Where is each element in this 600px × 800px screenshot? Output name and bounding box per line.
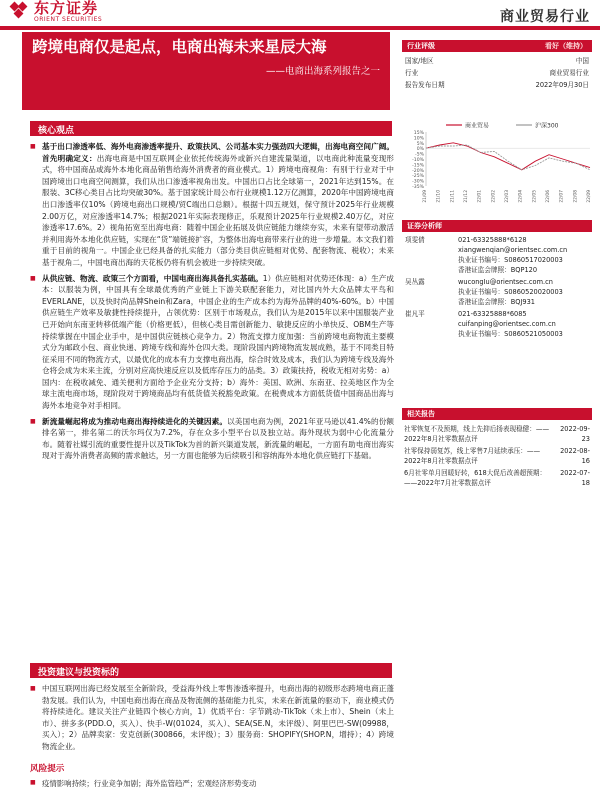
y-tick-label: -20% — [412, 168, 424, 174]
p2-lead: 从供应链、物流、政策三个方面看，中国电商出海具备扎实基础。 — [42, 273, 263, 283]
p3-lead: 新流量崛起将成为推动电商出海持续进化的关键因素。 — [42, 416, 228, 426]
industry-tag: 商业贸易行业 — [500, 9, 590, 25]
series-line — [426, 145, 590, 170]
rating-val: 中国 — [575, 57, 589, 65]
x-tick-label: 22/04 — [518, 190, 524, 203]
risk-bullet-icon: ■ — [30, 779, 36, 786]
analyst-detail-line: 021-63325888*6128 — [458, 236, 527, 244]
rating-table — [402, 55, 592, 91]
x-tick-label: 22/01 — [477, 190, 483, 203]
rating-row — [402, 55, 592, 67]
related-report-title[interactable]: 社零保持弱复苏，线上零售7月延续承压：——2022年8月社零数据点评 — [404, 447, 541, 465]
related-report-item[interactable] — [402, 468, 592, 488]
invest-section-body — [30, 683, 394, 757]
x-tick-label: 22/02 — [491, 190, 497, 203]
x-tick-label: 21/11 — [450, 190, 456, 203]
related-label: 相关报告 — [407, 410, 435, 418]
analyst-entry — [402, 235, 592, 275]
x-tick-label: 22/06 — [546, 190, 551, 203]
analyst-detail-line: 021-63325888*6085 — [458, 310, 527, 318]
logo-cn: 东方证券 — [34, 0, 99, 17]
y-tick-label: -10% — [412, 158, 424, 163]
rating-panel — [402, 40, 592, 91]
rating-label: 行业评级 — [407, 42, 435, 50]
analyst-detail-line: xiangwenqian@orientsec.com.cn — [458, 246, 568, 254]
rating-value: 看好（维持） — [545, 42, 587, 50]
x-tick-label: 21/09 — [423, 190, 428, 203]
y-tick-label: -25% — [412, 174, 424, 180]
x-tick-label: 22/08 — [573, 190, 579, 203]
x-tick-label: 21/12 — [464, 190, 469, 203]
analyst-entry — [402, 277, 592, 307]
related-report-date: 2022-08-16 — [560, 447, 590, 465]
y-tick-label: -15% — [412, 163, 424, 169]
analyst-name: 吴丛露 — [405, 278, 425, 286]
rating-row — [402, 79, 592, 91]
core-section-header: 核心观点 — [30, 121, 392, 136]
y-tick-label: 0% — [416, 147, 424, 153]
rating-val: 商业贸易行业 — [549, 69, 589, 77]
p2-body: 1）供应链相对优势还体现：a）生产成本：以服装为例，中国具有全球最优秀的产业链上下游关联配套能力，对比国内外大众品牌太平鸟和EVERLANE，以及快时尚品牌Shein和Zara，中国企业的生产成本约为海外品牌的40%-60%。b）中国供应链生产效率及敏捷性持续提升，占领优势：区别于市场观点，我们认为是2015年以来中国服装产业已开始向东南亚转移低端产能（价格更低），但核心类目需创新能力、敏捷反应的小单快反、OBM生产等持续掌握在中国企业手中，是中国供应链核心竞争力。2）物流支撑力度加强：当前跨境电商物流主要模式分为邮政小包、商业快递、跨境专线和海外仓四大类。现阶段国内跨境物流发展成熟，基于不同类目特征采用不同的物流方式，以最优化的成本有力支撑电商出海，综合时效及成本，我们认为跨境专线及海外仓将会成为未来主流，分别对应高快速反应以及低库存压力的品类。3）政策扶持，税收无相对劣势：a）国内：在税收减免、通关便利方面给予企业充分支持；b）海外：美国、欧洲、东南亚、拉美地区作为全球主流电商市场，现阶段对于跨境商品均有低货值关税豁免政策。在税费成本方面低货值中国商品出海与海外本地竞争对手相同。 — [42, 273, 394, 411]
x-tick-label: 22/09 — [587, 190, 592, 203]
rating-key: 国家/地区 — [405, 57, 434, 65]
core-paragraph-3 — [30, 416, 394, 462]
legend-label: 商业贸易 — [465, 122, 490, 130]
analyst-detail-line: 执业证书编号：S0860520020003 — [458, 288, 563, 296]
related-report-title[interactable]: 6月社零单月回暖好转，618大促后改善超预期：——2022年7月社零数据点评 — [404, 469, 547, 487]
y-tick-label: -30% — [412, 179, 424, 185]
analyst-details — [458, 235, 592, 275]
report-title: 跨境电商仅是起点，电商出海未来星辰大海 — [32, 38, 327, 56]
analyst-entry — [402, 309, 592, 339]
p3-body: 以美国电商为例，2021年亚马逊以41.4%的份额排名第一，排名第二的沃尔玛仅为7.2%，存在众多小型平台以及独立站。海外现状为弱中心化流量分布。随着社媒引流的重要性提升以及TikTok为首的新兴渠道发展，新流量的崛起，一方面有助电商出海实现对于海外消费者高频的需求触达，另一方面也能够为后续吸引和容纳海外本地化供应链打下基础。 — [42, 416, 394, 461]
related-bar — [402, 408, 592, 420]
rating-key: 行业 — [405, 69, 419, 77]
analyst-details — [458, 277, 592, 307]
analyst-detail-line: 香港证监会牌照：BQP120 — [458, 266, 538, 274]
y-tick-label: -5% — [415, 152, 424, 158]
analyst-name: 崔凡平 — [405, 310, 425, 318]
related-report-item[interactable] — [402, 424, 592, 444]
analyst-name: 项雯倩 — [405, 236, 425, 244]
legend-label: 沪深300 — [535, 122, 559, 130]
core-section-body — [30, 141, 394, 466]
y-tick-label: -35% — [412, 185, 424, 190]
analyst-bar — [402, 220, 592, 232]
rating-bar — [402, 40, 592, 52]
y-tick-label: 10% — [413, 136, 424, 142]
related-report-date: 2022-07-18 — [560, 469, 590, 487]
orient-logo — [8, 0, 102, 26]
analyst-details — [458, 309, 592, 339]
x-tick-label: 22/07 — [559, 190, 565, 203]
invest-section-header: 投资建议与投资标的 — [30, 663, 392, 678]
p1-lead: 基于出口渗透率低、海外电商渗透率提升、政策扶风、公司基本实力强劲四大逻辑，出海电商空间广阔。 — [42, 142, 394, 151]
related-report-item[interactable] — [402, 446, 592, 466]
series-line — [426, 143, 590, 170]
y-tick-label: 5% — [416, 141, 424, 147]
performance-chart-svg — [402, 120, 592, 205]
rating-val: 2022年09月30日 — [535, 81, 589, 89]
analyst-detail-line: 执业证书编号：S0860517020003 — [458, 256, 563, 264]
core-paragraph-1 — [30, 141, 394, 269]
logo-mark-icon — [8, 0, 30, 18]
analyst-label: 证券分析师 — [407, 222, 442, 230]
related-report-date: 2022-09-23 — [560, 425, 590, 443]
related-panel — [402, 408, 592, 490]
report-series: ——电商出海系列报告之一 — [265, 66, 380, 77]
related-list — [402, 424, 592, 488]
rating-key: 报告发布日期 — [405, 81, 445, 89]
performance-chart — [402, 120, 592, 205]
x-tick-label: 22/03 — [505, 190, 510, 203]
risk-title: 风险提示 — [30, 764, 65, 774]
p1-def: 首先明确定义： — [42, 153, 97, 163]
risk-text: 疫情影响持续；行业竞争加剧；海外监管趋严；宏观经济形势变动 — [42, 779, 257, 788]
related-report-title[interactable]: 社零恢复不及预期，线上先抑后扬表现稳健：——2022年8月社零数据点评 — [404, 425, 550, 443]
title-box — [22, 32, 390, 110]
x-tick-label: 22/05 — [532, 190, 538, 203]
x-tick-label: 21/10 — [436, 190, 442, 203]
analyst-detail-line: 香港证监会牌照：BQJ931 — [458, 298, 535, 306]
invest-paragraph: ■ 中国互联网出海已经发展至全新阶段，受益海外线上零售渗透率提升，电商出海的初级形态跨境电商正蓬勃发展。我们认为，中国电商出海在商品及物流侧的基础能力扎实，未来在新流量的驱动下，商业模式仍将持续进化。建议关注产业链四个核心方向，1）优质平台：字节跳动-TikTok（未上市）、Shein（未上市）、拼多多(PDD.O，买入）、快手-W(01024，买入）、SEA(SE.N，未评级）、阿里巴巴-SW(09988，买入）；2）品牌卖家：安克创新(300866，未评级）；3）服务商：SHOPIFY(SHOP.N，增持）；4）跨境物流企业。 — [30, 683, 394, 753]
analyst-detail-line: cuifanping@orientsec.com.cn — [458, 320, 556, 328]
rating-row — [402, 67, 592, 79]
top-rule — [0, 26, 600, 30]
analyst-detail-line: wucongIu@orientsec.com.cn — [458, 278, 553, 286]
analyst-list — [402, 235, 592, 339]
p1-body: 出海电商是中国互联网企业依托传统海外或新兴自建流量渠道，以电商此种流量变现形式，将中国商品或海外本地化商品销售给海外消费者的商业模式。1）跨境电商视角：有别于行业对于中国跨境出口电商空间测算，我们从出口渗透率视角出发。中国出口占比全球第一，2021年达到15%。在服装、3C移心类目占比均突破30%。基于国家统计局公布行业规模1.12万亿测算，2020年中国跨境电商出口渗透率仅10%（跨境电商出口规模/贸C端出口总额）。根据十四五规划，保守预计2025年行业规模2.00万亿，对应渗透率14.7%；根据2021年实际表现修正，乐观预计2025年行业规模2.40万亿，对应渗透率17.6%。2）视角拓宽至出海电商：随着中国企业拓展及供应链能力继续夯实，未来有望带动激活并利用海外本地化供应链，实现在“货”端链接扩容，为整体出海电商带来行业的进一步增量。本文我们着重于目前的视角一。中国企业已经具备的扎实能力（部分类目供应链相对优势、配套物流、税收）；未来基于视角二，中国电商出海的天花板仍将有机会被进一步持续突破。 — [42, 153, 395, 267]
core-paragraph-2 — [30, 273, 394, 412]
analyst-detail-line: 执业证书编号：S0860521050003 — [458, 330, 563, 338]
logo-en: ORIENT SECURITIES — [34, 16, 103, 23]
analyst-panel — [402, 220, 592, 341]
y-tick-label: 15% — [413, 131, 424, 136]
